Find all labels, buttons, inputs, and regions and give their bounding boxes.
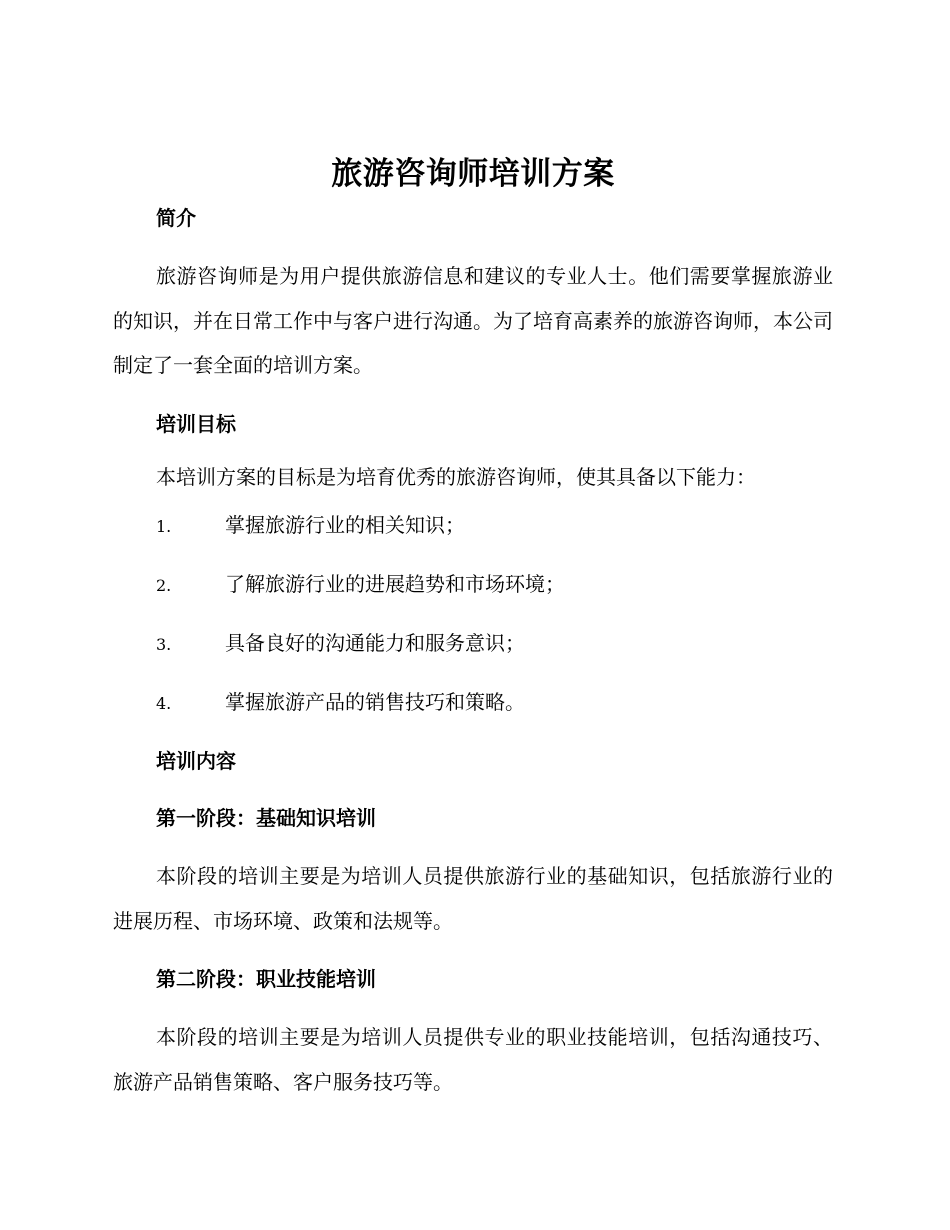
list-item-text: 了解旅游行业的进展趋势和市场环境； <box>225 572 565 596</box>
section-heading-intro: 简介 <box>156 206 196 230</box>
document-body <box>113 152 833 1104</box>
list-item-number: 2. <box>156 576 172 595</box>
list-item <box>113 570 833 600</box>
list-item <box>113 629 833 659</box>
list-item <box>113 511 833 541</box>
document-title: 旅游咨询师培训方案 <box>331 156 615 192</box>
list-item-number: 3. <box>156 635 172 654</box>
list-item-text: 掌握旅游行业的相关知识； <box>225 513 465 537</box>
goals-list <box>113 511 833 718</box>
list-item-text: 掌握旅游产品的销售技巧和策略。 <box>225 690 525 714</box>
intro-paragraph: 旅游咨询师是为用户提供旅游信息和建议的专业人士。他们需要掌握旅游业的知识，并在日常工作中与客户进行沟通。为了培育高素养的旅游咨询师，本公司制定了一套全面的培训方案。 <box>113 264 833 377</box>
list-item-number: 4. <box>156 694 172 713</box>
list-item <box>113 688 833 718</box>
stage2-paragraph: 本阶段的培训主要是为培训人员提供专业的职业技能培训，包括沟通技巧、旅游产品销售策略、客户服务技巧等。 <box>113 1025 833 1094</box>
list-item-number: 1. <box>156 517 172 536</box>
stage2-heading: 第二阶段：职业技能培训 <box>156 967 376 991</box>
section-heading-goals: 培训目标 <box>156 411 236 436</box>
section-heading-content: 培训内容 <box>156 749 236 773</box>
list-item-text: 具备良好的沟通能力和服务意识； <box>225 631 525 655</box>
stage1-heading: 第一阶段：基础知识培训 <box>156 806 376 830</box>
goals-lead-paragraph: 本培训方案的目标是为培育优秀的旅游咨询师，使其具备以下能力： <box>156 464 756 489</box>
stage1-paragraph: 本阶段的培训主要是为培训人员提供旅游行业的基础知识，包括旅游行业的进展历程、市场环境、政策和法规等。 <box>113 864 833 933</box>
